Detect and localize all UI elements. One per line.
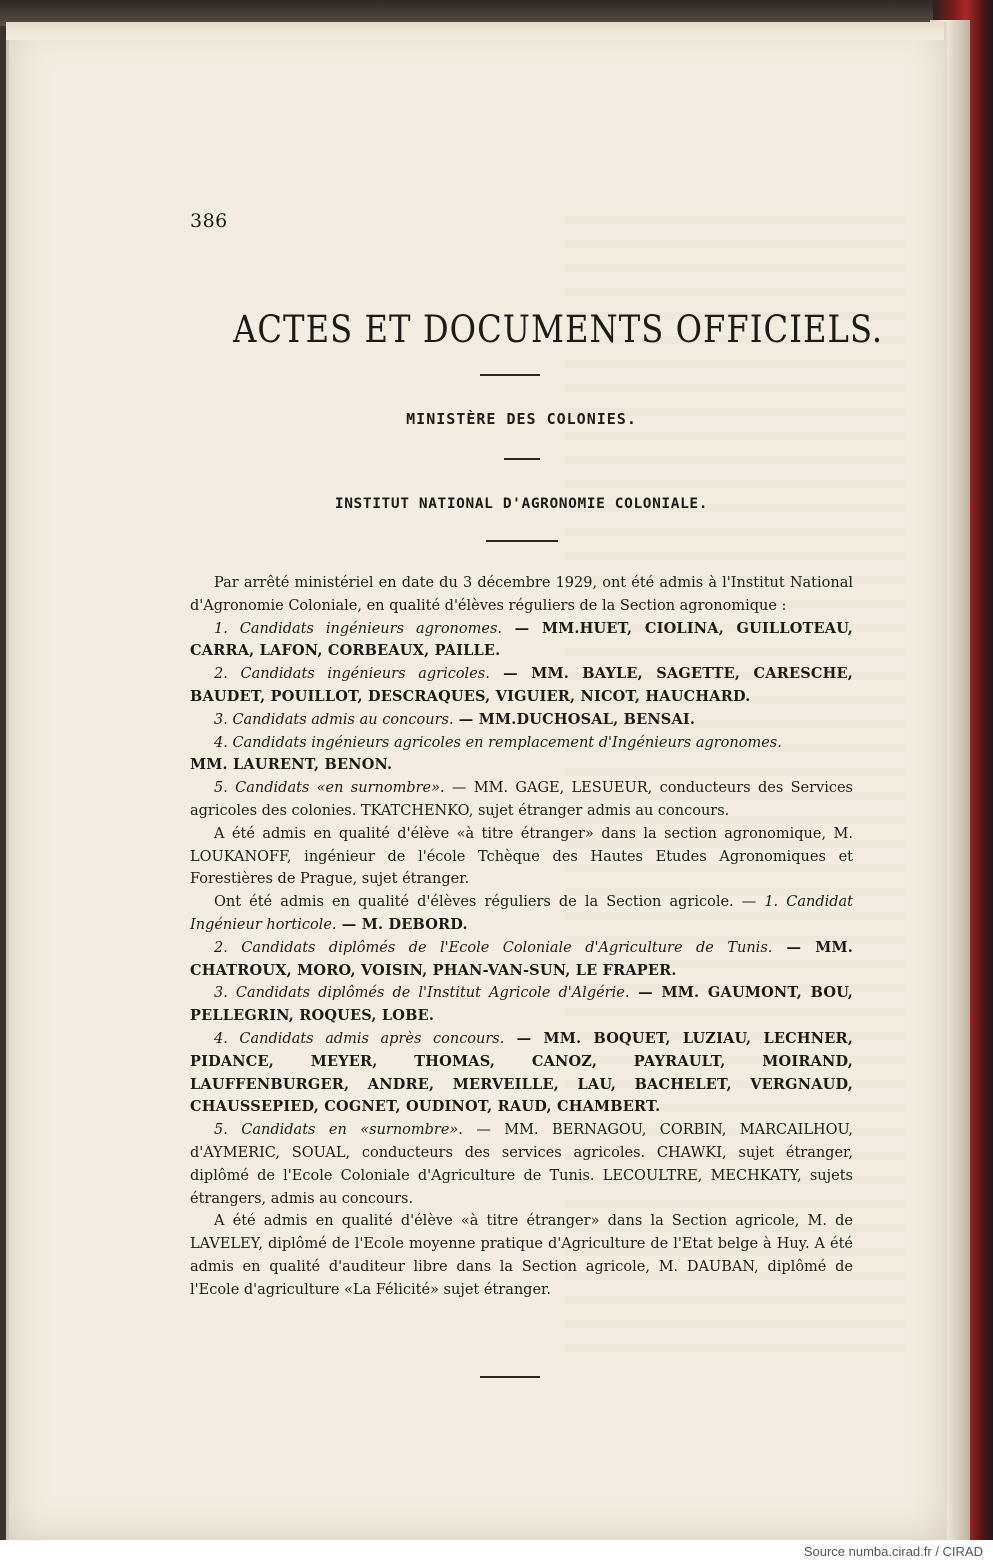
ministry-rule	[504, 458, 540, 460]
list-item	[190, 937, 853, 983]
item-text: — MM. GAGE, LESUEUR, conducteurs des Services agricoles des colonies. TKATCHENKO, sujet étranger admis au concours.	[190, 780, 853, 819]
institute-heading: INSTITUT NATIONAL D'AGRONOMIE COLONIALE.	[334, 496, 709, 512]
intro-paragraph	[190, 572, 853, 618]
item-text: — MM. BOQUET, LUZIAU, LECHNER, PIDANCE, MEYER, THOMAS, CANOZ, PAYRAULT, MOIRAND, LAUFFENBURGER, ANDRE, MERVEILLE, LAU, BACHELET, VERGNAUD, CHAUSSEPIED, COGNET, OUDINOT, RAUD, CHAMBERT.	[190, 1029, 853, 1116]
item-label: 3. Candidats admis au concours.	[214, 711, 454, 728]
item-text: — MM. BERNAGOU, CORBIN, MARCAILHOU, d'AYMERIC, SOUAL, conducteurs des services agricoles. CHAWKI, sujet étranger, diplômé de l'Ecole Coloniale d'Agriculture de Tunis. LECOULTRE, MECHKATY, sujets étrangers, admis au concours.	[190, 1122, 853, 1207]
item-text: — M. DEBORD.	[336, 915, 468, 933]
paragraph-text: Ont été admis en qualité d'élèves réguliers de la Section agricole. —	[214, 894, 765, 911]
item-label: 1. Candidat Ingénieur horticole.	[190, 894, 853, 933]
list-item	[190, 1119, 853, 1210]
item-text: — MM. CHATROUX, MORO, VOISIN, PHAN-VAN-SUN, LE FRAPER.	[190, 938, 853, 979]
paragraph-text: A été admis en qualité d'élève «à titre étranger» dans la section agronomique, M. LOUKANOFF, ingénieur de l'école Tchèque des Hautes Etudes Agronomiques et Forestières de Prague, sujet étranger.	[190, 825, 853, 888]
item-label: 2. Candidats diplômés de l'Ecole Coloniale d'Agriculture de Tunis.	[214, 939, 773, 956]
list-item	[190, 732, 853, 755]
item-text: — MM.HUET, CIOLINA, GUILLOTEAU, CARRA, LAFON, CORBEAUX, PAILLE.	[190, 619, 854, 660]
list-item	[190, 982, 853, 1028]
item-text: MM. LAURENT, BENON.	[190, 756, 393, 774]
item-label: 5. Candidats «en surnombre».	[214, 780, 445, 797]
closing-rule	[480, 1376, 540, 1378]
list-item	[190, 618, 853, 664]
item-label: 2. Candidats ingénieurs agricoles.	[214, 666, 490, 683]
list-item	[190, 777, 853, 823]
paragraph-text: A été admis en qualité d'élève «à titre étranger» dans la Section agricole, M. de LAVELEY, diplômé de l'Ecole moyenne pratique d'Agriculture de l'Etat belge à Huy. A été admis en qualité d'auditeur libre dans la Section agricole, M. DAUBAN, diplômé de l'Ecole d'agriculture «La Félicité» sujet étranger.	[190, 1213, 853, 1298]
paragraph	[190, 823, 853, 891]
paragraph	[190, 1210, 853, 1301]
intro-text: Par arrêté ministériel en date du 3 décembre 1929, ont été admis à l'Institut National d'Agronomie Coloniale, en qualité d'élèves réguliers de la Section agronomique :	[190, 575, 853, 614]
list-item	[190, 709, 853, 732]
item-label: 4. Candidats ingénieurs agricoles en remplacement d'Ingénieurs agronomes.	[214, 734, 782, 751]
item-text: — MM.DUCHOSAL, BENSAI.	[453, 710, 696, 728]
source-credit: Source numba.cirad.fr / CIRAD	[803, 1544, 983, 1559]
item-text: — MM. BAYLE, SAGETTE, CARESCHE, BAUDET, POUILLOT, DESCRAQUES, VIGUIER, NICOT, HAUCHARD.	[190, 665, 854, 705]
list-item-continuation	[190, 754, 853, 777]
page-top-edge	[6, 22, 944, 40]
decree-body	[190, 572, 853, 1302]
item-label: 5. Candidats en «surnombre».	[214, 1122, 463, 1139]
list-item	[190, 663, 853, 709]
list-item	[190, 1028, 853, 1119]
item-label: 3. Candidats diplômés de l'Institut Agricole d'Algérie.	[214, 985, 630, 1002]
page-title: ACTES ET DOCUMENTS OFFICIELS.	[233, 308, 884, 351]
paragraph	[190, 891, 853, 937]
item-label: 4. Candidats admis après concours.	[214, 1030, 505, 1047]
ministry-heading: MINISTÈRE DES COLONIES.	[406, 410, 637, 428]
item-label: 1. Candidats ingénieurs agronomes.	[214, 620, 503, 637]
institute-rule	[486, 540, 558, 542]
page-number: 386	[190, 210, 228, 232]
title-rule	[480, 374, 540, 376]
item-text: — MM. GAUMONT, BOU, PELLEGRIN, ROQUES, LOBE.	[190, 984, 853, 1025]
